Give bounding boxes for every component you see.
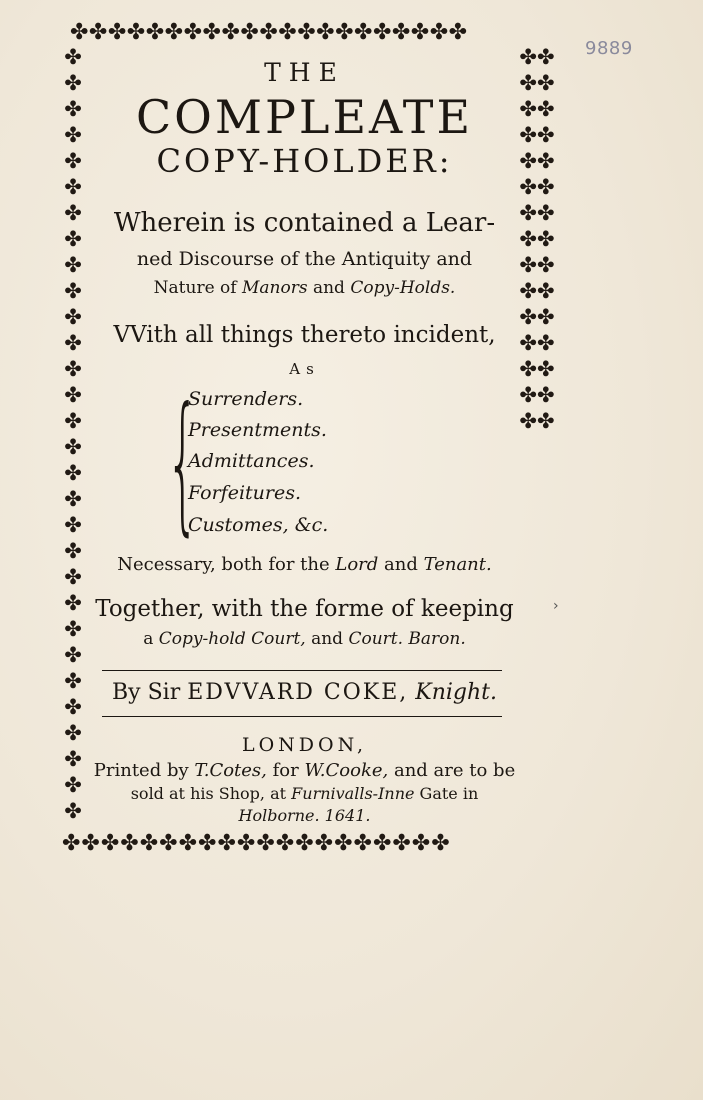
imprint-line-1-post: and are to be (388, 760, 516, 781)
author-title: Knight. (408, 680, 497, 705)
as-line: As (289, 360, 320, 378)
imprint-line-1 (92, 760, 517, 781)
description-line-3-pre: Nature of (153, 278, 242, 298)
list-item: Forfeitures. (188, 482, 302, 504)
necessary-line (92, 554, 517, 575)
description-line-3-mid: and (307, 278, 351, 298)
divider-rule-bottom (102, 716, 502, 717)
copy-hold-court-text: Copy-hold Court, (158, 629, 306, 649)
together-line-2 (92, 629, 517, 649)
description-line-2: ned Discourse of the Antiquity and (136, 248, 473, 270)
title-line-3: COPY-HOLDER: (156, 142, 453, 180)
incidents-list (166, 376, 416, 550)
ornament-border-bottom: ✤✤✤✤✤✤✤✤✤✤✤✤✤✤✤✤✤✤✤✤ (62, 833, 451, 856)
ornament-border-top: ✤✤✤✤✤✤✤✤✤✤✤✤✤✤✤✤✤✤✤✤✤ (70, 22, 468, 45)
bookseller-name: W.Cooke, (304, 760, 389, 781)
brace-icon: { (166, 376, 200, 550)
furnivalls-inne-text: Furnivalls-Inne (291, 784, 415, 803)
list-item: Presentments. (188, 419, 327, 441)
imprint-city: LONDON, (241, 734, 368, 756)
author-name: EDVVARD COKE, (187, 680, 409, 705)
with-line: VVith all things thereto incident, (113, 322, 496, 348)
ornament-border-left: ✤✤✤✤✤✤✤✤✤✤✤✤✤✤✤✤✤✤✤✤✤✤✤✤✤✤✤✤✤✤ (64, 45, 82, 823)
imprint-line-1-pre: Printed by (93, 760, 195, 781)
margin-mark: › (553, 598, 559, 614)
manors-text: Manors (241, 278, 308, 298)
copy-holds-text: Copy-Holds. (350, 278, 456, 298)
imprint-line-2-pre: sold at his Shop, at (130, 784, 292, 803)
list-item: Customes, &c. (188, 514, 329, 536)
ornament-border-right: ✤✤✤✤✤✤✤✤✤✤✤✤✤✤✤✤✤✤✤✤✤✤✤✤✤✤✤✤✤✤ (519, 45, 555, 433)
title-line-2: COMPLEATE (135, 90, 474, 144)
imprint-line-3: Holborne. 1641. (238, 806, 371, 825)
together-line-1: Together, with the forme of keeping (95, 596, 514, 622)
list-item: Admittances. (188, 450, 315, 472)
author-byline (92, 680, 517, 705)
shelfmark-annotation: 9889 (585, 38, 633, 59)
divider-rule-top (102, 670, 502, 671)
necessary-pre: Necessary, both for the (117, 554, 336, 575)
together-line-2-mid: and (305, 629, 349, 649)
title-line-1: THE (264, 58, 345, 87)
together-line-2-pre: a (143, 629, 159, 649)
description-line-1: Wherein is contained a Lear- (113, 208, 496, 238)
printer-name: T.Cotes, (194, 760, 267, 781)
description-line-3 (92, 278, 517, 298)
list-item: Surrenders. (188, 388, 304, 410)
tenant-text: Tenant. (423, 554, 492, 575)
imprint-line-2-post: Gate in (414, 784, 479, 803)
court-baron-text: Court. Baron. (348, 629, 466, 649)
title-page (92, 56, 517, 831)
imprint-line-1-mid: for (266, 760, 305, 781)
imprint-line-2 (92, 784, 517, 803)
lord-text: Lord (335, 554, 379, 575)
author-pre: By Sir (112, 680, 188, 705)
necessary-and: and (378, 554, 424, 575)
